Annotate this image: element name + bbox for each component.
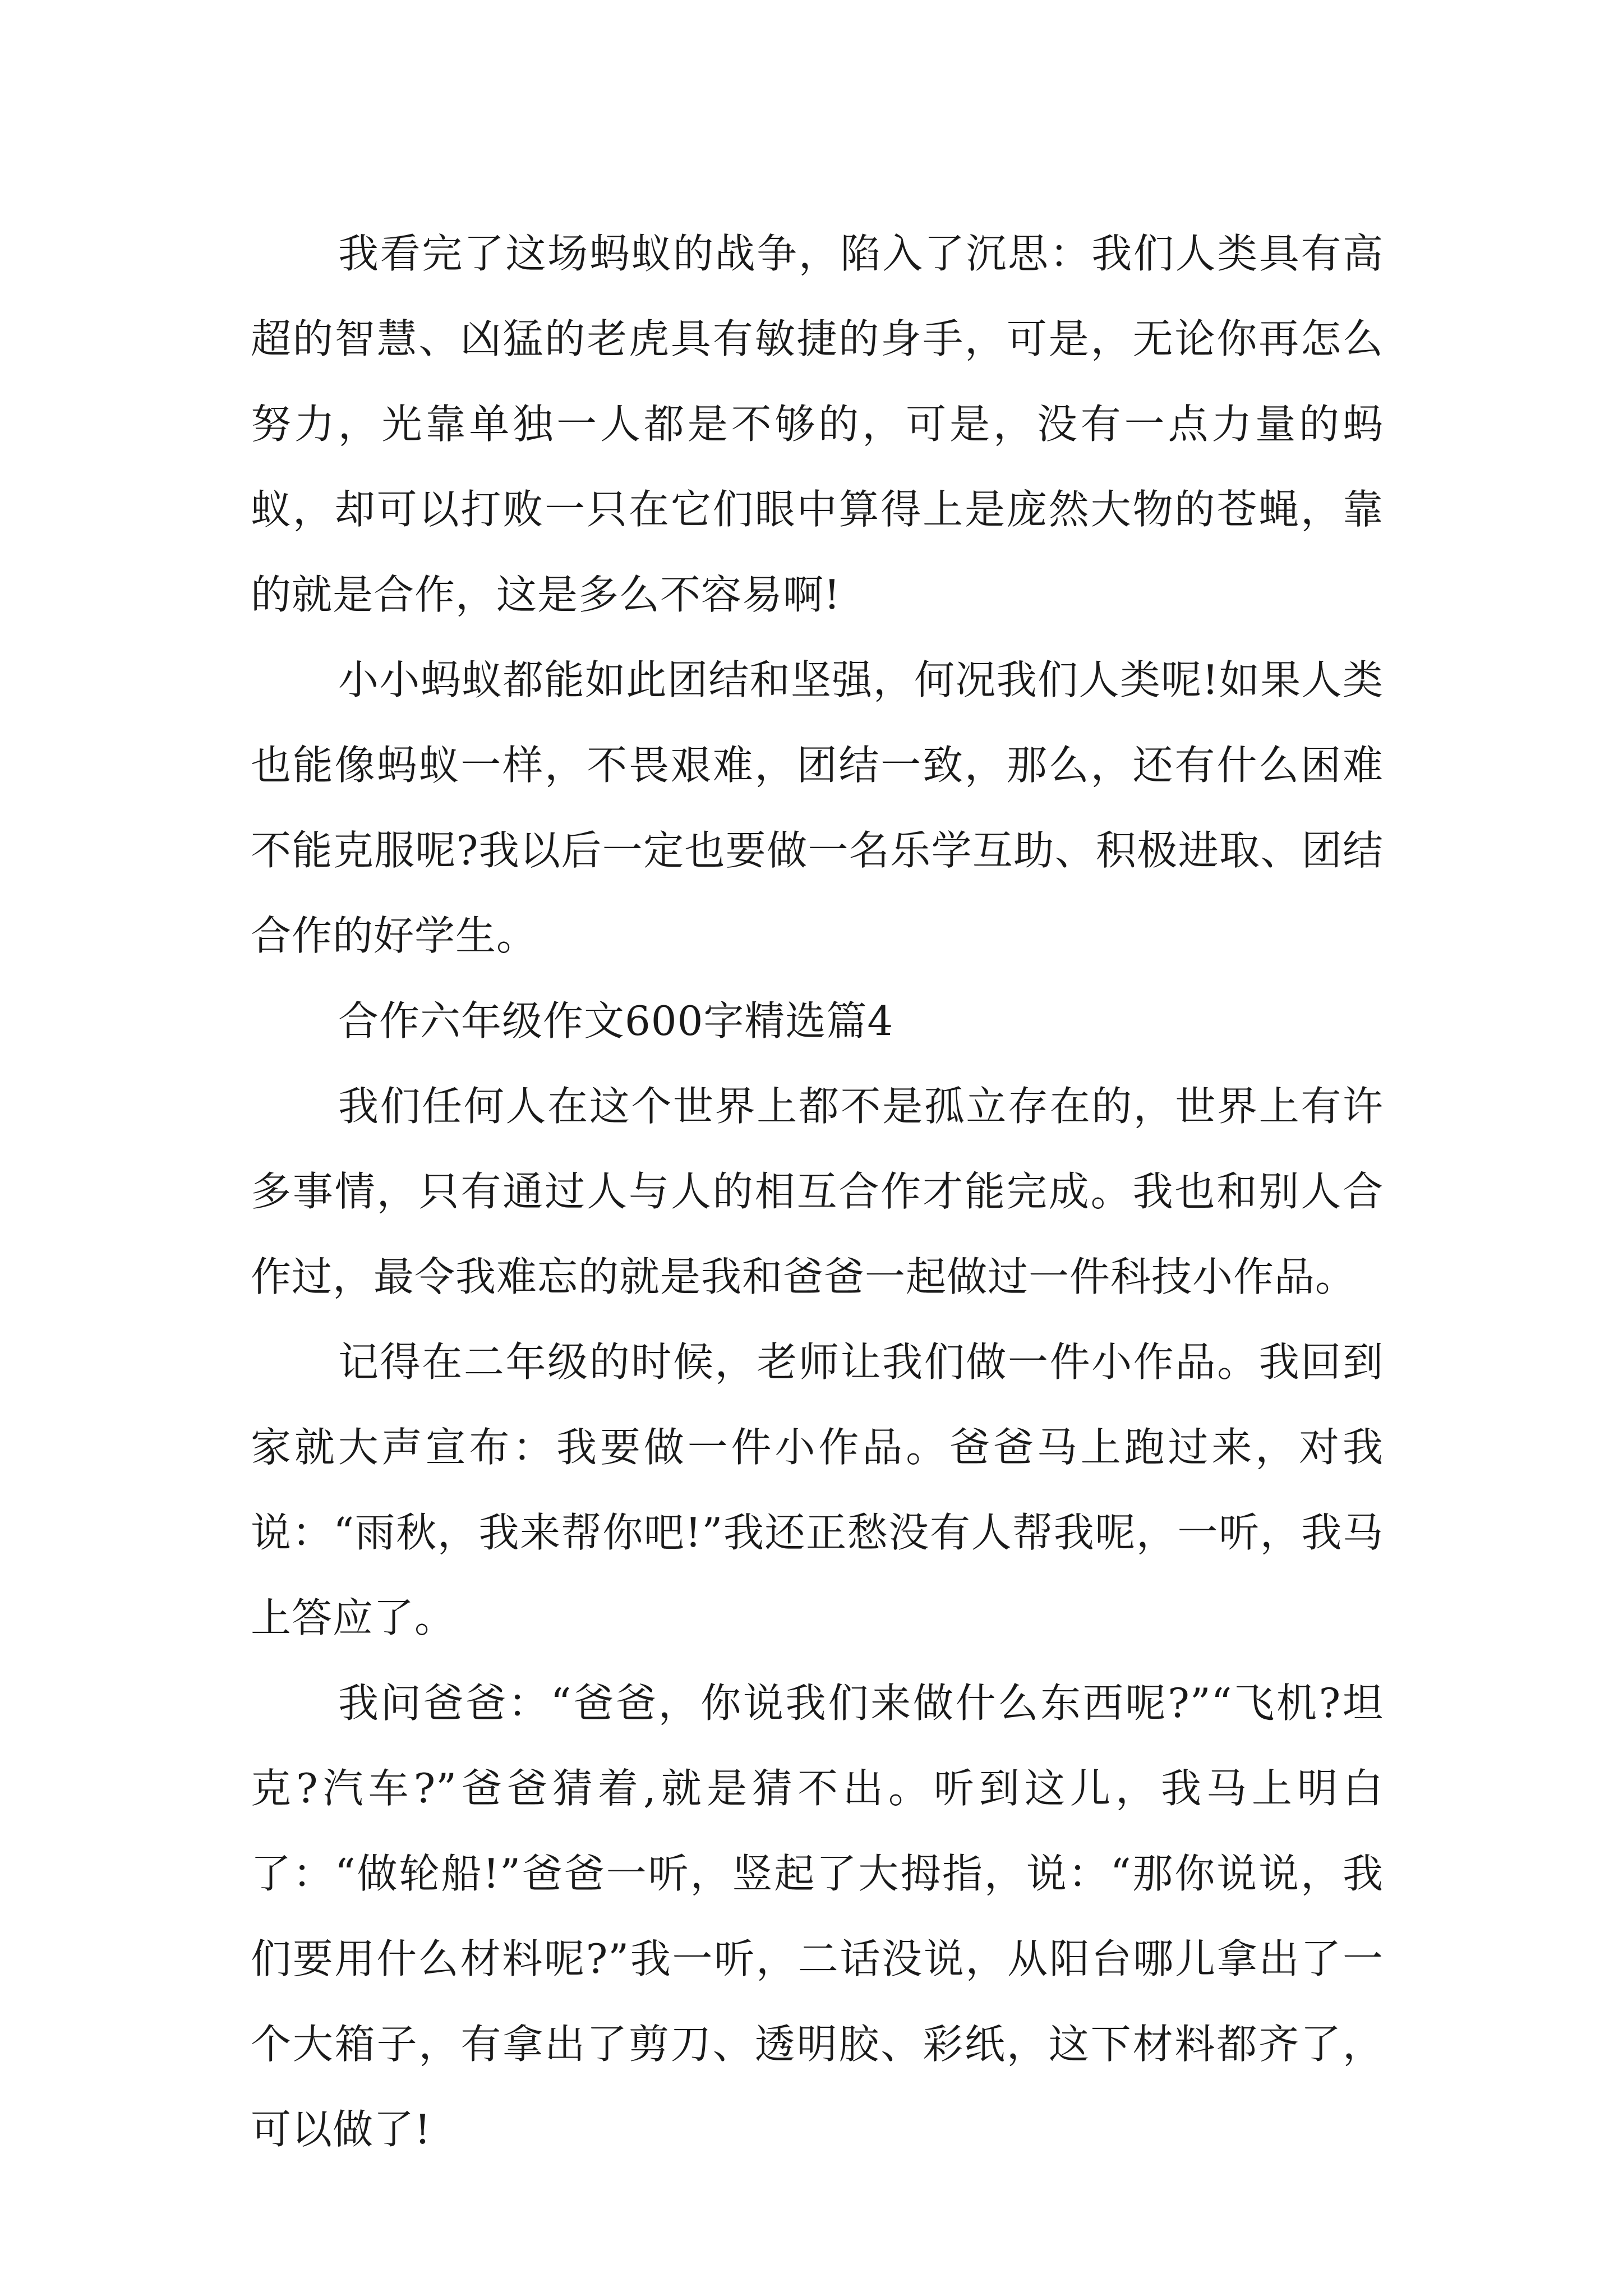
paragraph-cooperation-intro: 我们任何人在这个世界上都不是孤立存在的，世界上有许多事情，只有通过人与人的相互合作才能完成。我也和别人合作过，最令我难忘的就是我和爸爸一起做过一件科技小作品。 <box>251 1083 1384 1300</box>
paragraph-ant-war-reflection: 我看完了这场蚂蚁的战争，陷入了沉思：我们人类具有高超的智慧、凶猛的老虎具有敏捷的身手，可是，无论你再怎么努力，光靠单独一人都是不够的，可是，没有一点力量的蚂蚁，却可以打败一只在它们眼中算得上是庞然大物的苍蝇，靠的就是合作，这是多么不容易啊! <box>251 230 1384 618</box>
document-body <box>251 211 1384 2172</box>
paragraph-ant-unity: 小小蚂蚁都能如此团结和坚强，何况我们人类呢!如果人类也能像蚂蚁一样，不畏艰难，团结一致，那么，还有什么困难不能克服呢?我以后一定也要做一名乐学互助、积极进取、团结合作的好学生。 <box>251 656 1384 959</box>
paragraph-boat-materials: 我问爸爸：“爸爸，你说我们来做什么东西呢?”“飞机?坦克?汽车?”爸爸猜着,就是猜不出。听到这儿，我马上明白了：“做轮船!”爸爸一听，竖起了大拇指，说：“那你说说，我们要用什么材料呢?”我一听，二话没说，从阳台哪儿拿出了一个大箱子，有拿出了剪刀、透明胶、彩纸，这下材料都齐了，可以做了! <box>251 1680 1384 2153</box>
paragraph-second-grade-project: 记得在二年级的时候，老师让我们做一件小作品。我回到家就大声宣布：我要做一件小作品。爸爸马上跑过来，对我说：“雨秋，我来帮你吧!”我还正愁没有人帮我呢，一听，我马上答应了。 <box>251 1338 1384 1641</box>
essay-heading: 合作六年级作文600字精选篇4 <box>338 997 894 1045</box>
